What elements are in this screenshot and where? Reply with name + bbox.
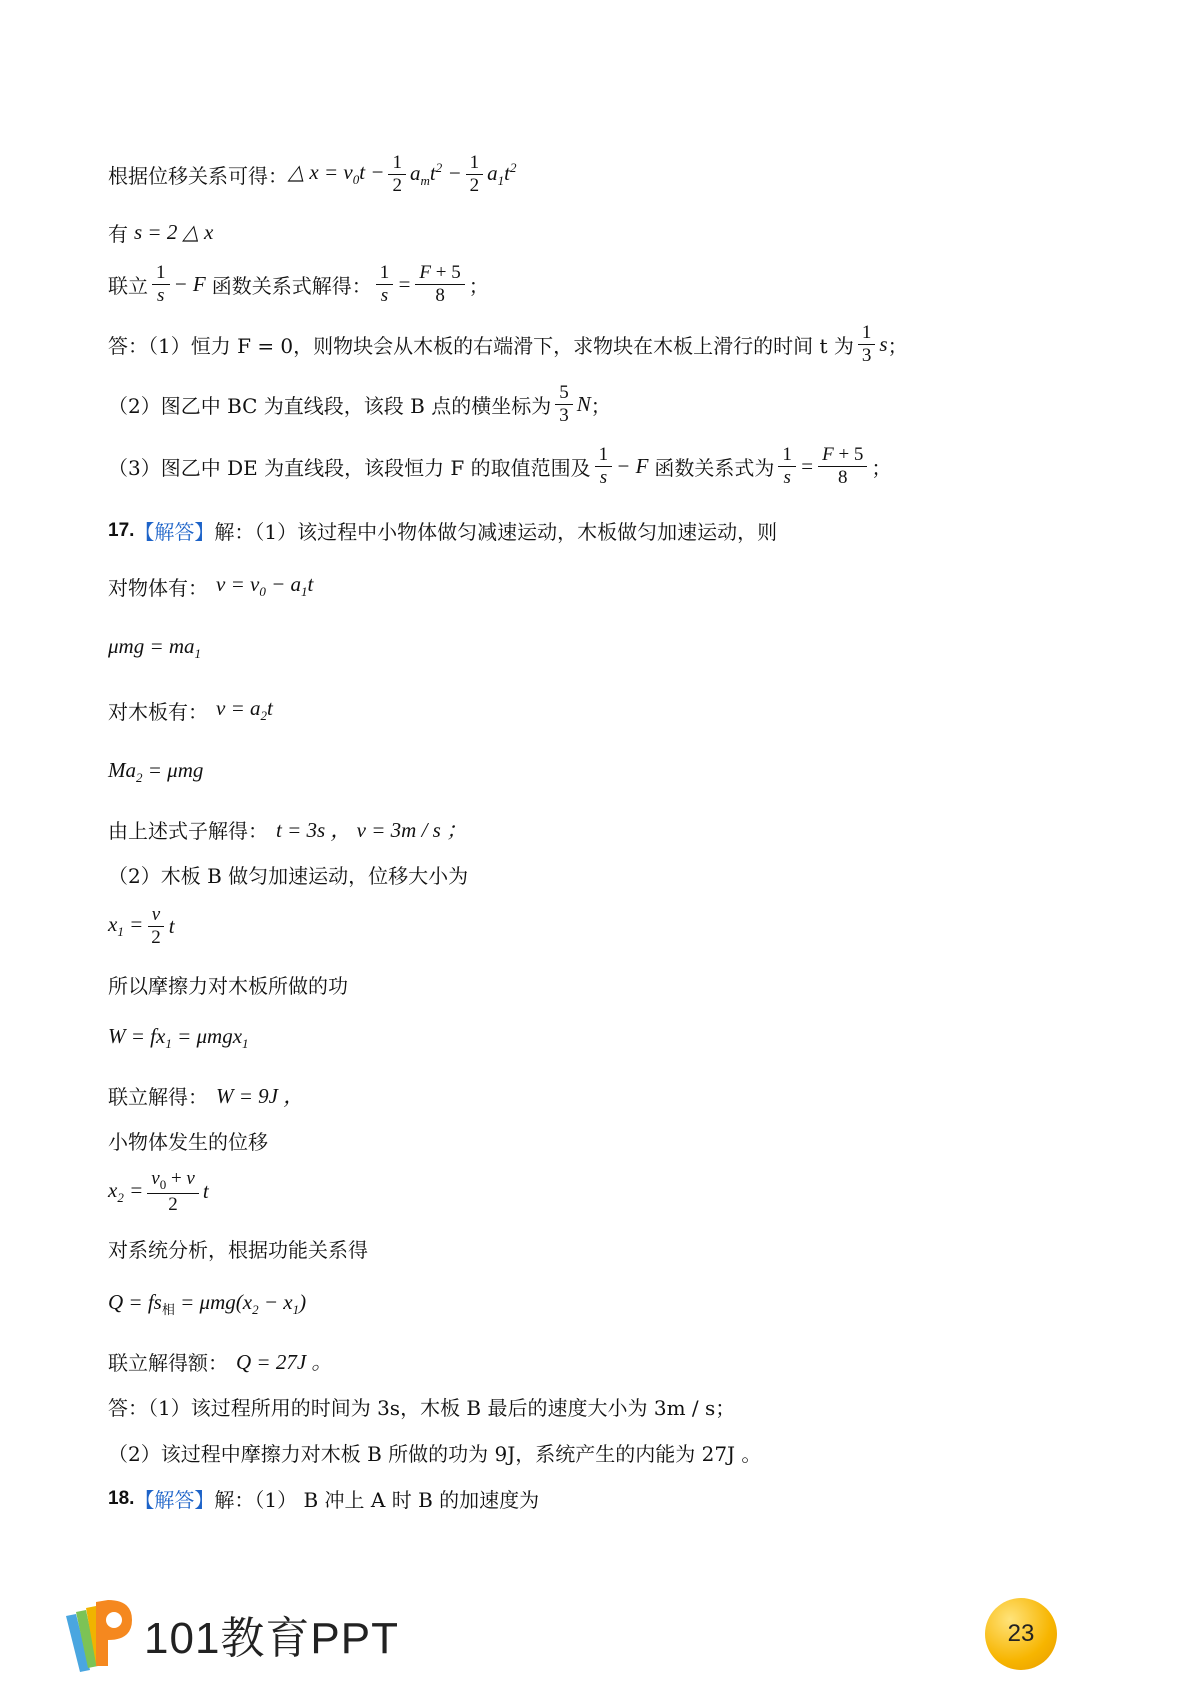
text: 函数关系式解得： xyxy=(211,273,372,298)
text-line xyxy=(108,970,348,999)
text: （2）图乙中 BC 为直线段，该段 B 点的横坐标为 xyxy=(108,393,552,418)
fraction: $\frac{1}{3}$ xyxy=(858,322,876,367)
punct: ； xyxy=(871,455,892,480)
text-line xyxy=(108,860,468,889)
text: （2）木板 B 做匀加速运动，位移大小为 xyxy=(108,864,469,888)
equation-part: $x_2$ = xyxy=(108,1177,144,1205)
equation: $Q = fs_相 = \mu mg(x_2 - x_1)$ xyxy=(108,1290,307,1318)
text: 答：（1）恒力 F = 0，则物块会从木板的右端滑下，求物块在木板上滑行的时间 t 为 xyxy=(108,333,854,358)
text: 解：（1）该过程中小物体做匀减速运动，木板做匀加速运动，则 xyxy=(214,520,778,544)
brand-logo xyxy=(62,1596,399,1672)
text-line xyxy=(108,1392,735,1421)
equation: s = 2 △ x xyxy=(134,220,214,244)
fraction: $\frac{v_0 + v}{2}$ xyxy=(147,1168,199,1216)
text: 联立解得额： xyxy=(108,1350,228,1375)
unit: N xyxy=(576,391,591,416)
eq-line xyxy=(108,814,467,844)
fraction: $\frac{v}{2}$ xyxy=(147,904,165,949)
text-line xyxy=(108,1438,761,1467)
text: 小物体发生的位移 xyxy=(108,1130,268,1154)
fraction: $\frac{5}{3}$ xyxy=(555,382,573,427)
problem-number: 18. xyxy=(108,1487,135,1509)
text-line xyxy=(108,1234,368,1263)
punct: ； xyxy=(887,333,908,358)
text: 所以摩擦力对木板所做的功 xyxy=(108,974,348,998)
fraction: $\frac{F + 5}{8}$ xyxy=(415,262,464,307)
equation-part: $a_mt^2$ − xyxy=(409,159,462,188)
text: 对系统分析，根据功能关系得 xyxy=(108,1238,368,1262)
fraction: $\frac{1}{s}$ xyxy=(152,262,170,307)
text: （2）该过程中摩擦力对木板 B 所做的功为 9J，系统产生的内能为 27J 。 xyxy=(108,1442,762,1466)
equation-part: $a_1t^2$ xyxy=(487,159,517,188)
equation: t = 3s ， v = 3m / s ； xyxy=(276,818,468,842)
page-number: 23 xyxy=(985,1598,1057,1670)
unit: s xyxy=(879,331,888,356)
eq-line xyxy=(108,1290,306,1318)
equation-part: $x_1$ = xyxy=(108,912,144,940)
text: 由上述式子解得： xyxy=(108,818,268,843)
fraction: $\frac{1}{s}$ xyxy=(595,444,613,489)
problem-number: 17. xyxy=(108,519,135,541)
answer-2 xyxy=(108,382,611,427)
answer-1 xyxy=(108,322,908,367)
equation: $v = a_2t$ xyxy=(216,696,273,724)
brand-name: 101教育PPT xyxy=(144,1614,399,1663)
answer-tag: 【解答】 xyxy=(134,520,215,544)
equation: W = 9J ， xyxy=(216,1084,305,1108)
answer-tag: 【解答】 xyxy=(134,1488,215,1512)
equation: $W = fx_1 = \mu mgx_1$ xyxy=(108,1024,249,1052)
text: 对木板有： xyxy=(108,700,208,724)
equation: △ $x = v_0t$ − xyxy=(288,160,385,188)
fraction: $\frac{1}{2}$ xyxy=(388,152,406,197)
eq-line xyxy=(108,696,273,725)
text: 根据位移关系可得： xyxy=(108,163,288,188)
equation-part: − F xyxy=(173,271,206,296)
equation: Q = 27J 。 xyxy=(236,1350,333,1374)
eq-line xyxy=(108,572,313,601)
text: 联立解得： xyxy=(108,1084,208,1109)
text: 函数关系式为 xyxy=(654,455,775,480)
equation-part: = xyxy=(799,453,815,478)
text: （3）图乙中 DE 为直线段，该段恒力 F 的取值范围及 xyxy=(108,455,591,480)
fraction: $\frac{F + 5}{8}$ xyxy=(818,444,867,489)
punct: ； xyxy=(590,393,611,418)
eq-line-displacement xyxy=(108,152,516,197)
text: 联立 xyxy=(108,273,148,298)
answer-3 xyxy=(108,444,891,489)
text-line xyxy=(108,1126,268,1155)
eq-line xyxy=(108,1080,304,1110)
problem-18-header xyxy=(108,1484,539,1513)
eq-line xyxy=(108,1346,332,1376)
equation: $Ma_2 = \mu mg$ xyxy=(108,758,204,786)
fraction: $\frac{1}{s}$ xyxy=(376,262,394,307)
equation: $\mu mg = ma_1$ xyxy=(108,634,202,662)
eq-line xyxy=(108,1024,249,1052)
eq-line xyxy=(108,904,175,949)
text: 有 xyxy=(108,222,128,246)
eq-line-function xyxy=(108,262,489,307)
equation-part: − F xyxy=(616,453,649,478)
fraction: $\frac{1}{s}$ xyxy=(778,444,796,489)
eq-line-s xyxy=(108,218,213,247)
fraction: $\frac{1}{2}$ xyxy=(466,152,484,197)
equation-part: = xyxy=(397,271,412,296)
text: 答：（1）该过程所用的时间为 3s，木板 B 最后的速度大小为 3m / s； xyxy=(108,1396,736,1420)
equation: $v = v_0 - a_1t$ xyxy=(216,572,314,600)
punct: ； xyxy=(468,273,489,298)
text: 对物体有： xyxy=(108,576,208,600)
eq-line xyxy=(108,758,203,786)
eq-line xyxy=(108,1168,209,1216)
equation-part: t xyxy=(168,913,175,938)
logo-p-icon xyxy=(62,1596,134,1672)
equation-part: t xyxy=(202,1179,209,1204)
eq-line xyxy=(108,634,201,662)
text: 解：（1） B 冲上 A 时 B 的加速度为 xyxy=(214,1488,540,1512)
problem-17-header xyxy=(108,516,777,545)
